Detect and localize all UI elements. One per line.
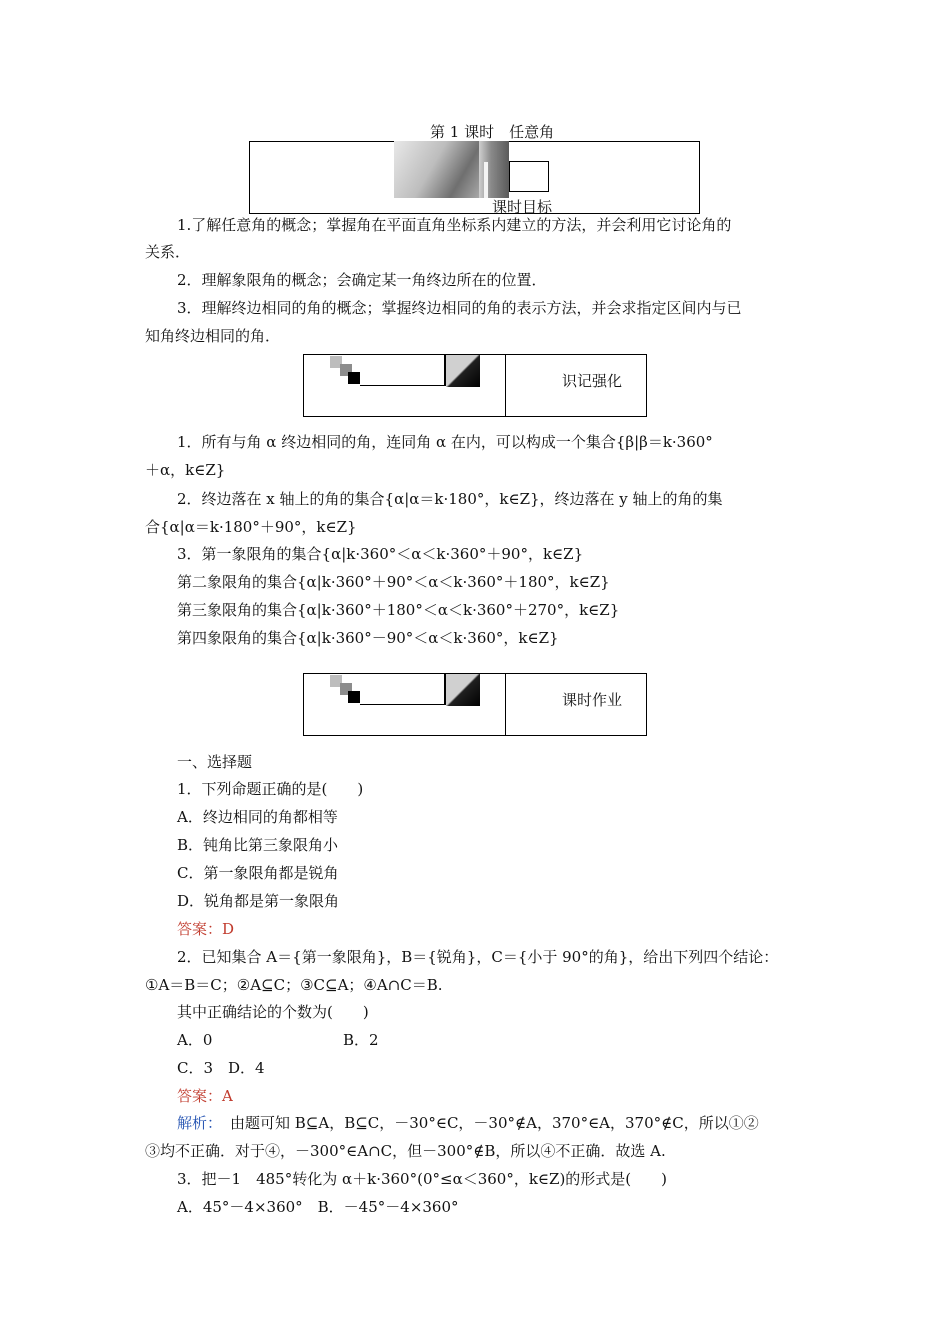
section-decoration [446,674,480,706]
section-decoration [348,691,360,703]
question-stem: 1．下列命题正确的是( ) [177,780,364,798]
recall-line: 第三象限角的集合{α|k·360°＋180°＜α＜k·360°＋270°，k∈Z} [177,601,620,619]
section-divider [505,354,506,417]
explanation-text: ③均不正确．对于④，－300°∈A∩C，但－300°∉B，所以④不正确．故选 A. [145,1142,666,1160]
section-decoration [446,355,480,387]
question-option: A．45°－4×360° B．－45°－4×360° [177,1198,459,1216]
answer-text: 答案：A [177,1087,233,1105]
section-homework-title: 课时作业 [562,691,623,709]
objective-line: 关系． [145,243,191,261]
recall-line: 第四象限角的集合{α|k·360°－90°＜α＜k·360°，k∈Z} [177,629,559,647]
recall-line: 2．终边落在 x 轴上的角的集合{α|α＝k·180°，k∈Z}，终边落在 y 轴上的角的集 [177,490,723,508]
section-divider [505,673,506,736]
objective-line: 知角终边相同的角． [145,327,281,345]
header-decoration [394,141,479,198]
objective-line: 3．理解终边相同的角的概念；掌握终边相同的角的表示方法，并会求指定区间内与已 [177,299,742,317]
recall-line: 合{α|α＝k·180°＋90°，k∈Z} [145,518,357,536]
question-option: C．3 D．4 [177,1059,265,1077]
answer-text: 答案：D [177,920,235,938]
header-decoration-3 [484,162,488,198]
question-option: B．2 [343,1031,379,1049]
header-inner-box [509,161,549,192]
section-recall-title: 识记强化 [562,372,623,390]
objective-line: 2．理解象限角的概念；会确定某一角终边所在的位置． [177,271,547,289]
recall-line: ＋α，k∈Z} [145,461,226,479]
recall-line: 3．第一象限角的集合{α|k·360°＜α＜k·360°＋90°，k∈Z} [177,545,584,563]
question-stem: 其中正确结论的个数为( ) [177,1003,369,1021]
question-option: D．锐角都是第一象限角 [177,892,340,910]
explanation-text: 由题可知 B⊆A，B⊆C，－30°∈C，－30°∉A，370°∈A，370°∉C，所以①② [230,1114,759,1132]
question-stem: 3．把－1 485°转化为 α＋k·360°(0°≤α＜360°，k∈Z)的形式是( ) [177,1170,667,1188]
objectives-title: 课时目标 [492,198,553,216]
question-option: C．第一象限角都是锐角 [177,864,339,882]
recall-line: 第二象限角的集合{α|k·360°＋90°＜α＜k·360°＋180°，k∈Z} [177,573,610,591]
part-title: 一、选择题 [177,753,253,771]
lesson-title: 第 1 课时 任意角 [430,123,555,141]
question-stem: ①A＝B＝C；②A⊆C；③C⊆A；④A∩C＝B. [145,976,443,994]
recall-line: 1．所有与角 α 终边相同的角，连同角 α 在内，可以构成一个集合{β|β＝k·360° [177,433,713,451]
question-stem: 2．已知集合 A＝{第一象限角}，B＝{锐角}，C＝{小于 90°的角}，给出下列四个结论： [177,948,779,966]
question-option: A．0 [177,1031,213,1049]
question-option: A．终边相同的角都相等 [177,808,338,826]
objective-line: 1.了解任意角的概念；掌握角在平面直角坐标系内建立的方法，并会利用它讨论角的 [177,216,732,234]
section-decoration [360,385,444,386]
explanation-label: 解析： [177,1114,223,1132]
section-decoration [348,372,360,384]
question-option: B．钝角比第三象限角小 [177,836,339,854]
section-decoration [360,704,444,705]
